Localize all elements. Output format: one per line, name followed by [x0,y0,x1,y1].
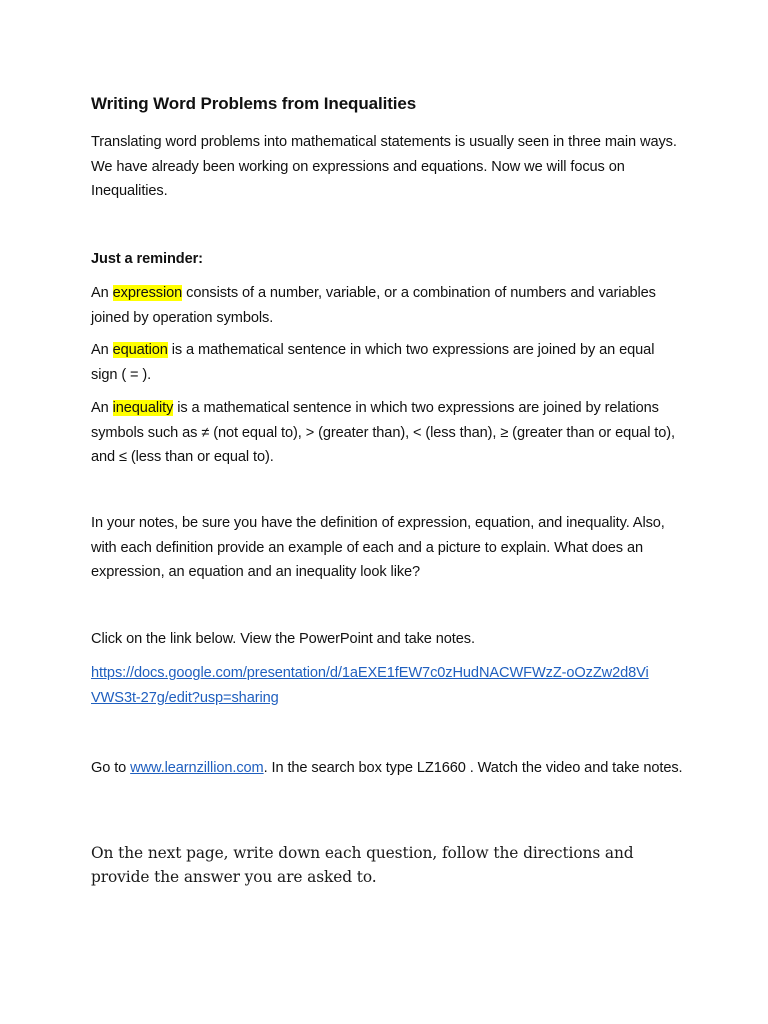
presentation-link[interactable]: https://docs.google.com/presentation/d/1aEXE1fEW7c0zHudNACWFWzZ-oOzZw2d8ViVWS3t-27g/edit?usp=sharing [91,665,649,706]
definition-prefix: An [91,400,113,416]
click-instruction: Click on the link below. View the PowerPoint and take notes. [91,631,475,647]
definition-prefix: An [91,342,113,358]
definition-equation [91,338,671,387]
highlighted-term-expression: expression [112,285,183,301]
page-title: Writing Word Problems from Inequalities [91,94,417,113]
definition-inequality [91,396,683,470]
definition-text: is a mathematical sentence in which two expressions are joined by relations symbols such as ≠ (not equal to), > (greater than), < (less than), ≥ (greater than or equal to), and ≤ (less than or equal to). [91,400,675,465]
learnzillion-instruction [91,756,691,781]
highlighted-term-equation: equation [112,342,168,358]
definition-text: is a mathematical sentence in which two expressions are joined by an equal sign ( = ). [91,342,655,383]
presentation-link-container [91,661,651,710]
goto-prefix: Go to [91,760,131,776]
learnzillion-link[interactable]: www.learnzillion.com [130,760,264,776]
definition-text: consists of a number, variable, or a combination of numbers and variables joined by operation symbols. [91,285,656,326]
highlighted-term-inequality: inequality [112,400,174,416]
goto-instructions: . In the search box type LZ1660 . Watch the video and take notes. [263,760,683,776]
next-page-instruction: On the next page, write down each question, follow the directions and provide the answer you are asked to. [91,844,634,886]
definition-prefix: An [91,285,113,301]
intro-paragraph: Translating word problems into mathematical statements is usually seen in three main ways. We have already been working on expressions and equations. Now we will focus on Inequalities. [91,134,677,199]
definition-expression [91,281,671,330]
notes-paragraph: In your notes, be sure you have the definition of expression, equation, and inequality. Also, with each definition provide an example of each and a picture to explain. What does an expression, an equation and an inequality look like? [91,515,665,580]
reminder-heading: Just a reminder: [91,251,203,267]
